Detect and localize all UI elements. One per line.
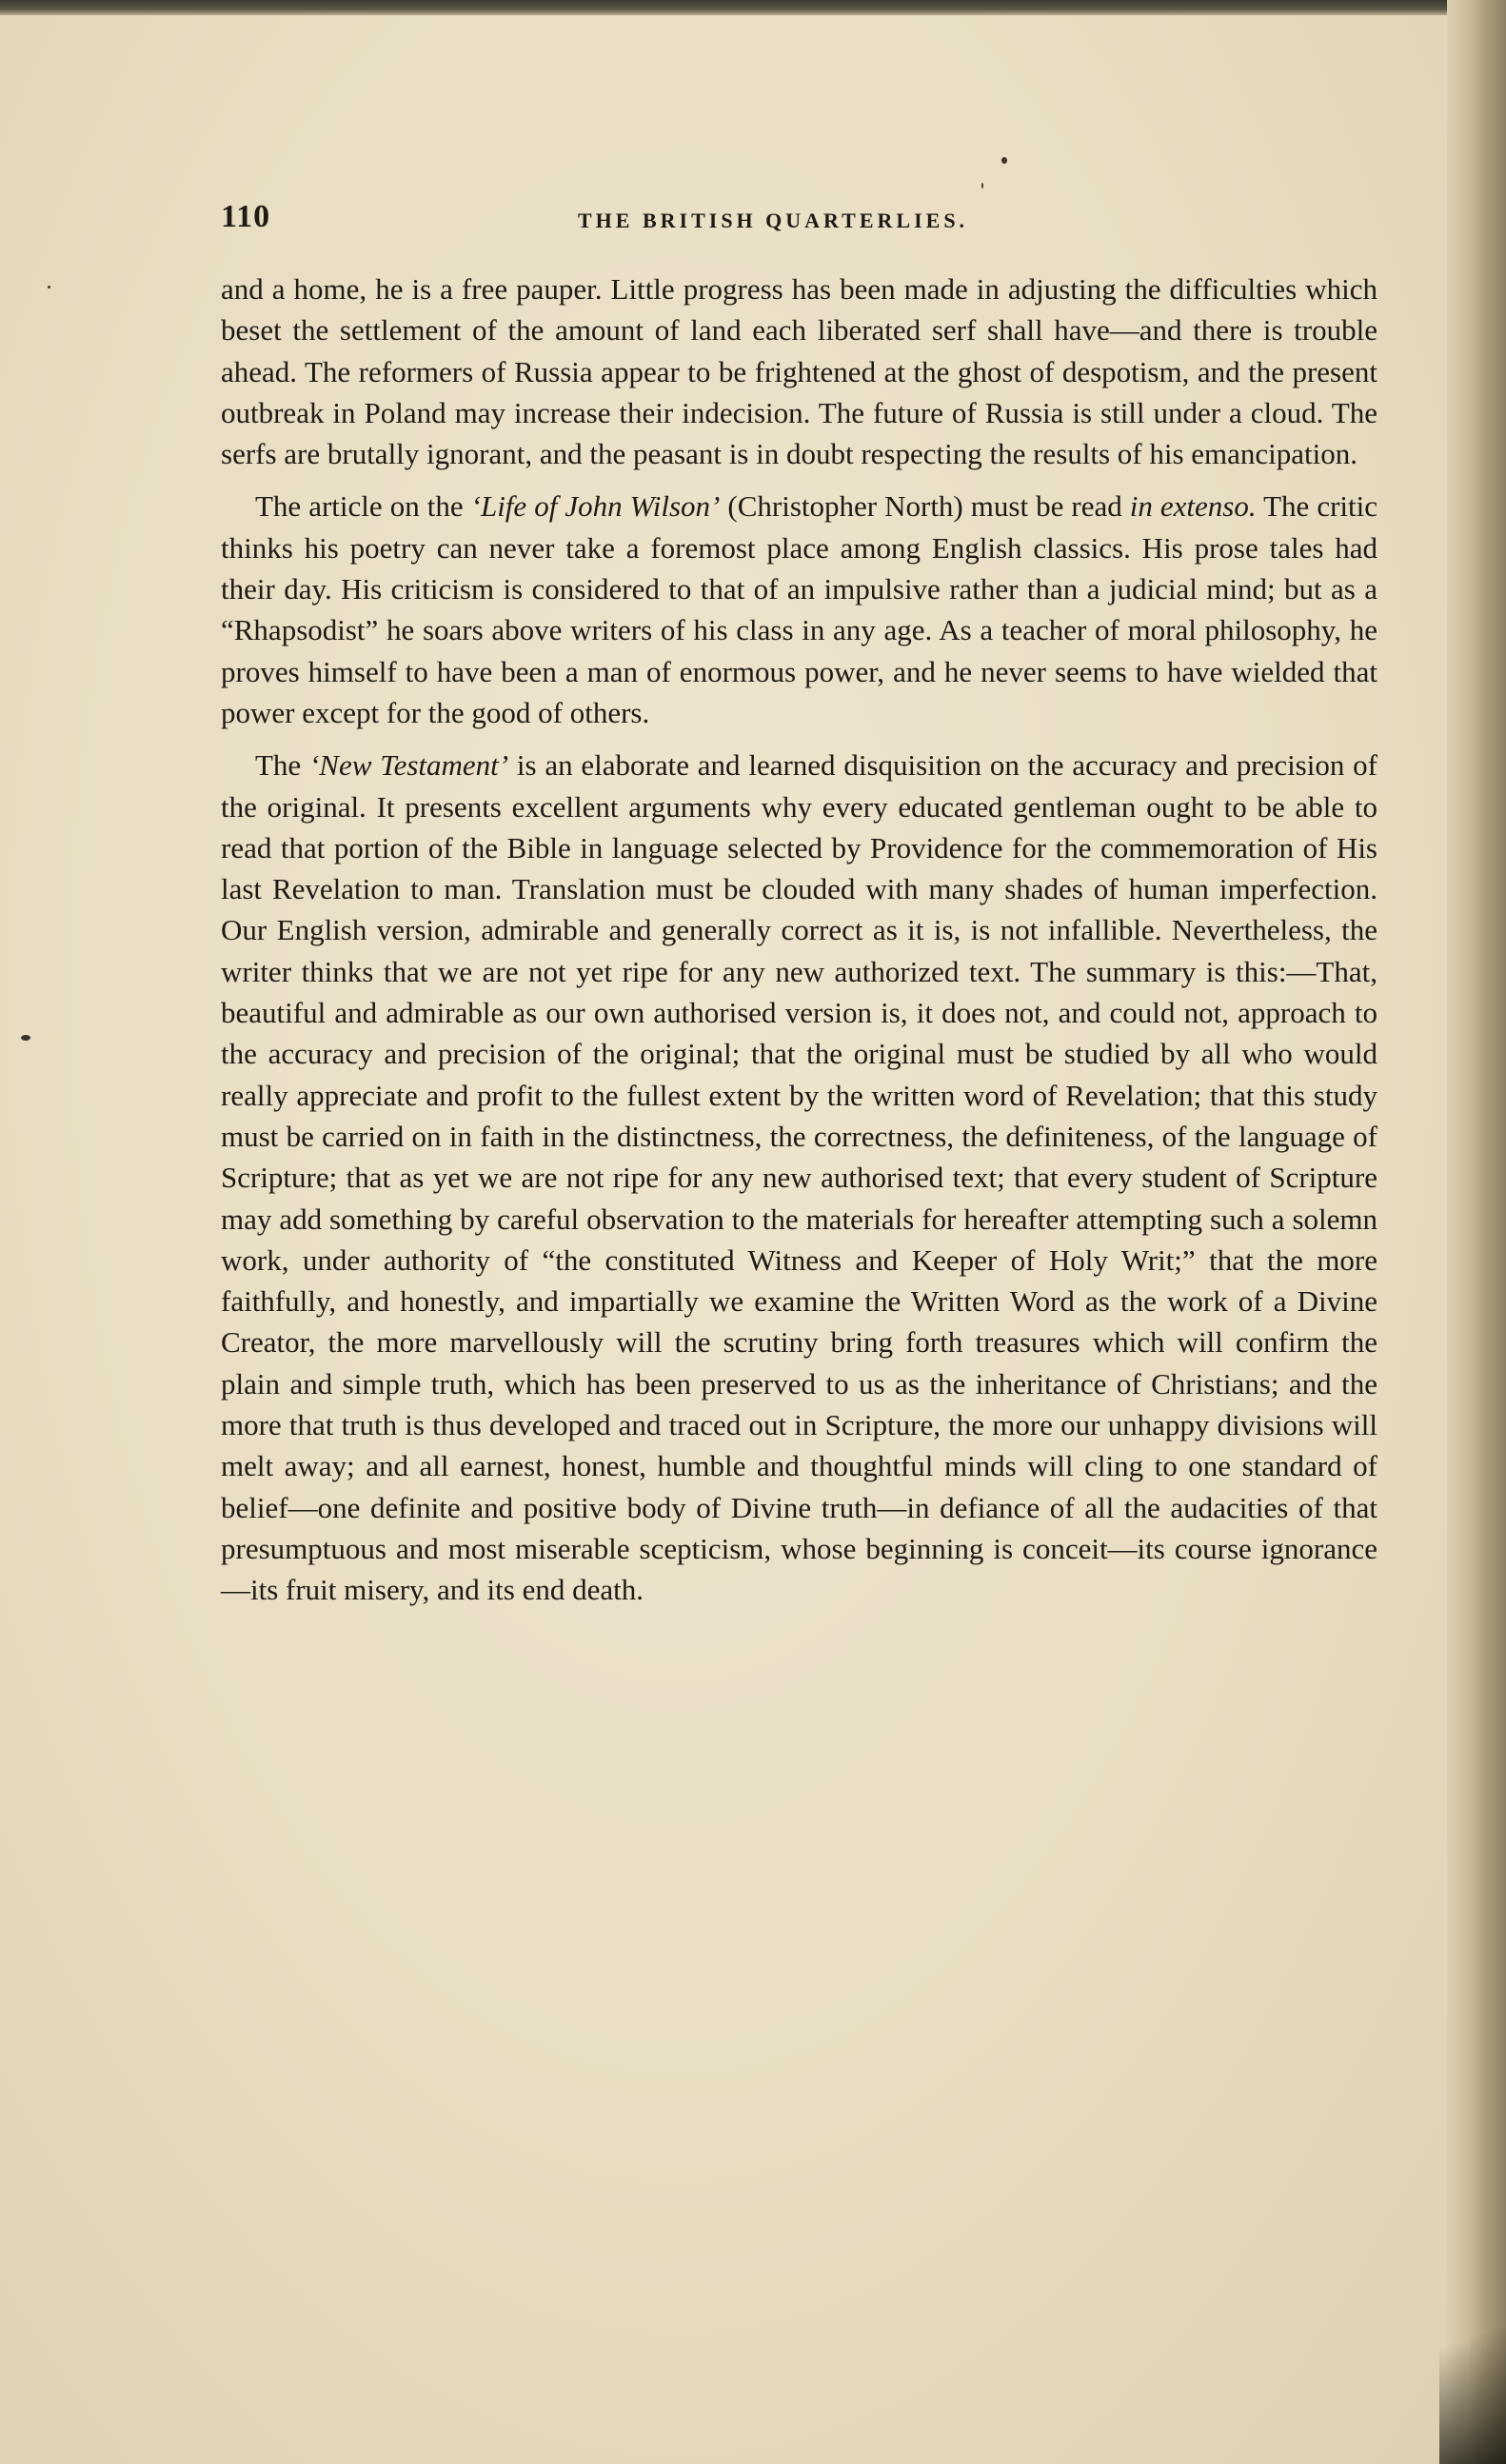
paragraph-2-italic-phrase: in extenso.	[1129, 489, 1257, 524]
body-text	[221, 268, 1377, 1622]
paragraph-3-segment: The	[255, 748, 309, 783]
paragraph-1: and a home, he is a free pauper. Little progress has been made in adjusting the difficulties which beset the settlement of the amount of land each liberated serf shall have—and there is trouble ahead. The reformers of Russia appear to be frightened at the ghost of despotism, and the present outbreak in Poland may increase their indecision. The future of Russia is still under a cloud. The serfs are brutally ignorant, and the peasant is in doubt respecting the results of his emancipation.	[221, 272, 1377, 471]
ink-speck	[21, 1035, 30, 1041]
binding-shadow	[1439, 2255, 1506, 2464]
paragraph-3-italic-title: ‘New Testament’	[308, 748, 509, 783]
paragraph-2-segment: (Christopher North) must be read	[720, 489, 1130, 524]
paragraph-2-segment: The article on the	[255, 489, 471, 524]
paragraph-3	[221, 745, 1377, 1610]
paragraph-2	[221, 486, 1377, 733]
paragraph-3-segment: is an elaborate and learned disquisition on the accuracy and precision of the original. It presents excellent arguments why every educated gentleman ought to be able to read that portion of the Bible in language selected by Providence for the commemoration of His last Revelation to man. Translation must be clouded with many shades of human imperfection. Our English version, admirable and generally correct as it is, is not infallible. Nevertheless, the writer thinks that we are not yet ripe for any new authorized text. The summary is this:—That, beautiful and admirable as our own authorised version is, it does not, and could not, approach to the accuracy and precision of the original; that the original must be studied by all who would really appreciate and profit to the fullest extent by the written word of Revelation; that this study must be carried on in faith in the distinctness, the correctness, the definiteness, of the language of Scripture; that as yet we are not ripe for any new authorised text; that every student of Scripture may add something by careful observation to the materials for hereafter attempting such a solemn work, under authority of “the constituted Witness and Keeper of Holy Writ;” that the more faithfully, and honestly, and impartially we examine the Written Word as the work of a Divine Creator, the more marvellously will the scrutiny bring forth treasures which will confirm the plain and simple truth, which has been preserved to us as the inheritance of Christians; and the more that truth is thus developed and traced out in Scripture, the more our unhappy divisions will melt away; and all earnest, honest, humble and thoughtful minds will cling to one standard of belief—one definite and positive body of Divine truth—in defiance of all the audacities of that presumptuous and most miserable scepticism, whose beginning is conceit—its course ignorance—its fruit misery, and its end death.	[221, 748, 1377, 1607]
page-number: 110	[221, 199, 271, 234]
ink-speck	[1001, 157, 1007, 164]
paragraph-2-italic-title: ‘Life of John Wilson’	[470, 489, 721, 524]
right-page-edge	[1447, 0, 1506, 2464]
top-page-edge	[0, 0, 1506, 15]
paragraph-2-segment: The critic thinks his poetry can never take a foremost place among English classics. His prose tales had their day. His criticism is considered to that of an impulsive rather than a judicial mind; but as a “Rhapsodist” he soars above writers of his class in any age. As a teacher of moral philosophy, he proves himself to have been a man of enormous power, and he never seems to have wielded that power except for the good of others.	[221, 489, 1377, 729]
page-header	[221, 195, 1382, 243]
ink-speck	[981, 183, 983, 189]
ink-speck	[48, 286, 50, 288]
running-title: THE BRITISH QUARTERLIES.	[578, 209, 969, 232]
